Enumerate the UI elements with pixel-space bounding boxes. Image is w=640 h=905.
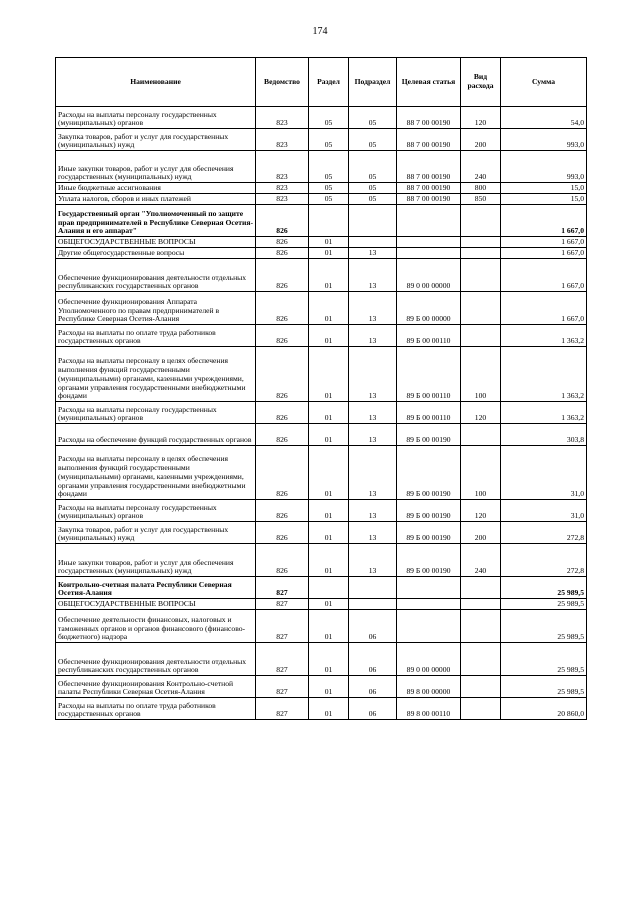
cell-subsection [349, 599, 397, 610]
cell-name: Иные бюджетные ассигнования [56, 183, 256, 194]
cell-name: Расходы на выплаты персоналу в целях обеспечения выполнения функций государственными (муниципальными) органами, казенными учреждениями, органами управления государственными внебюджетными фондами [56, 347, 256, 402]
cell-subsection: 05 [349, 183, 397, 194]
cell-type: 100 [461, 446, 501, 500]
cell-section: 01 [309, 259, 349, 292]
table-row [56, 610, 587, 643]
cell-section: 01 [309, 698, 349, 720]
cell-sum: 1 667,0 [501, 205, 587, 237]
table-row [56, 248, 587, 259]
page-number: 174 [312, 26, 328, 37]
cell-type [461, 577, 501, 599]
cell-section: 01 [309, 676, 349, 698]
cell-subsection: 13 [349, 248, 397, 259]
cell-type [461, 205, 501, 237]
table-row [56, 107, 587, 129]
cell-section: 01 [309, 347, 349, 402]
cell-dept: 823 [256, 183, 309, 194]
cell-dept: 827 [256, 698, 309, 720]
cell-type [461, 698, 501, 720]
table-row [56, 151, 587, 183]
table-row [56, 446, 587, 500]
table-row [56, 259, 587, 292]
cell-type [461, 643, 501, 676]
cell-section: 01 [309, 610, 349, 643]
cell-sum: 15,0 [501, 194, 587, 205]
cell-dept: 823 [256, 151, 309, 183]
cell-type [461, 325, 501, 347]
cell-sum: 1 363,2 [501, 347, 587, 402]
cell-section [309, 577, 349, 599]
cell-name: Уплата налогов, сборов и иных платежей [56, 194, 256, 205]
cell-target: 89 0 00 00000 [397, 643, 461, 676]
cell-name: Закупка товаров, работ и услуг для государственных (муниципальных) нужд [56, 129, 256, 151]
cell-target: 89 Б 00 00110 [397, 325, 461, 347]
cell-name: Обеспечение функционирования деятельности отдельных республиканских государственных органов [56, 259, 256, 292]
table-row [56, 194, 587, 205]
table-row [56, 292, 587, 325]
cell-dept: 826 [256, 402, 309, 424]
cell-sum: 15,0 [501, 183, 587, 194]
cell-sum: 1 363,2 [501, 402, 587, 424]
cell-sum: 272,8 [501, 544, 587, 577]
cell-type [461, 424, 501, 446]
table-body [56, 107, 587, 720]
cell-target [397, 599, 461, 610]
cell-target: 89 Б 00 00110 [397, 347, 461, 402]
cell-subsection: 13 [349, 424, 397, 446]
table-row [56, 424, 587, 446]
cell-sum: 993,0 [501, 151, 587, 183]
cell-target [397, 248, 461, 259]
cell-target [397, 205, 461, 237]
cell-type [461, 259, 501, 292]
cell-type: 100 [461, 347, 501, 402]
table-row [56, 544, 587, 577]
cell-section: 01 [309, 643, 349, 676]
cell-sum: 31,0 [501, 500, 587, 522]
cell-type: 240 [461, 151, 501, 183]
cell-name: ОБЩЕГОСУДАРСТВЕННЫЕ ВОПРОСЫ [56, 237, 256, 248]
cell-dept: 826 [256, 347, 309, 402]
cell-type [461, 237, 501, 248]
table-row [56, 577, 587, 599]
table-row [56, 402, 587, 424]
table-row [56, 325, 587, 347]
cell-name: Иные закупки товаров, работ и услуг для обеспечения государственных (муниципальных) нужд [56, 544, 256, 577]
cell-sum: 31,0 [501, 446, 587, 500]
cell-subsection: 05 [349, 151, 397, 183]
cell-dept: 826 [256, 259, 309, 292]
cell-dept: 826 [256, 446, 309, 500]
cell-section: 01 [309, 599, 349, 610]
cell-target: 88 7 00 00190 [397, 194, 461, 205]
table-row [56, 129, 587, 151]
header-type: Вид расхода [461, 58, 501, 107]
cell-name: Обеспечение функционирования Аппарата Уполномоченного по правам предпринимателей в Республике Северная Осетия-Алания [56, 292, 256, 325]
cell-sum: 1 667,0 [501, 292, 587, 325]
table-row [56, 522, 587, 544]
cell-sum: 25 989,5 [501, 643, 587, 676]
header-subsection: Подраздел [349, 58, 397, 107]
cell-subsection: 13 [349, 522, 397, 544]
cell-name: Расходы на выплаты по оплате труда работников государственных органов [56, 325, 256, 347]
cell-name: Обеспечение функционирования деятельности отдельных республиканских государственных органов [56, 643, 256, 676]
cell-sum: 25 989,5 [501, 577, 587, 599]
cell-name: Расходы на выплаты персоналу государственных (муниципальных) органов [56, 500, 256, 522]
cell-target: 89 8 00 00000 [397, 676, 461, 698]
table-row [56, 205, 587, 237]
cell-target: 89 Б 00 00190 [397, 522, 461, 544]
cell-section: 01 [309, 237, 349, 248]
cell-name: Закупка товаров, работ и услуг для государственных (муниципальных) нужд [56, 522, 256, 544]
cell-sum: 25 989,5 [501, 676, 587, 698]
cell-name: Расходы на выплаты по оплате труда работников государственных органов [56, 698, 256, 720]
cell-sum: 25 989,5 [501, 599, 587, 610]
cell-sum: 54,0 [501, 107, 587, 129]
cell-target: 89 Б 00 00190 [397, 500, 461, 522]
cell-dept: 826 [256, 325, 309, 347]
cell-subsection: 13 [349, 292, 397, 325]
cell-subsection: 13 [349, 500, 397, 522]
cell-subsection: 06 [349, 610, 397, 643]
cell-sum: 25 989,5 [501, 610, 587, 643]
cell-dept: 826 [256, 544, 309, 577]
cell-sum: 272,8 [501, 522, 587, 544]
cell-dept: 827 [256, 676, 309, 698]
cell-type [461, 599, 501, 610]
cell-name: Расходы на выплаты персоналу государственных (муниципальных) органов [56, 107, 256, 129]
cell-target [397, 610, 461, 643]
cell-target: 88 7 00 00190 [397, 151, 461, 183]
cell-section: 01 [309, 446, 349, 500]
cell-section: 05 [309, 129, 349, 151]
cell-subsection [349, 237, 397, 248]
cell-dept: 826 [256, 292, 309, 325]
header-target: Целевая статья [397, 58, 461, 107]
cell-type [461, 610, 501, 643]
cell-name: Расходы на выплаты персоналу в целях обеспечения выполнения функций государственными (муниципальными) органами, казенными учреждениями, органами управления государственными внебюджетными фондами [56, 446, 256, 500]
cell-dept: 827 [256, 610, 309, 643]
cell-dept: 826 [256, 205, 309, 237]
table-row [56, 599, 587, 610]
cell-subsection: 13 [349, 402, 397, 424]
cell-dept: 826 [256, 248, 309, 259]
cell-target: 89 0 00 00000 [397, 259, 461, 292]
cell-sum: 1 363,2 [501, 325, 587, 347]
cell-dept: 823 [256, 107, 309, 129]
cell-section: 05 [309, 151, 349, 183]
cell-dept: 826 [256, 424, 309, 446]
cell-dept: 826 [256, 522, 309, 544]
table-row [56, 643, 587, 676]
cell-type [461, 248, 501, 259]
cell-type: 850 [461, 194, 501, 205]
cell-target: 89 Б 00 00190 [397, 446, 461, 500]
cell-target: 89 Б 00 00190 [397, 544, 461, 577]
cell-target: 88 7 00 00190 [397, 129, 461, 151]
table-row [56, 183, 587, 194]
cell-subsection [349, 577, 397, 599]
cell-subsection [349, 205, 397, 237]
cell-dept: 826 [256, 500, 309, 522]
cell-section: 01 [309, 402, 349, 424]
table-row [56, 698, 587, 720]
cell-dept: 827 [256, 643, 309, 676]
cell-sum: 303,8 [501, 424, 587, 446]
cell-section: 01 [309, 522, 349, 544]
cell-subsection: 06 [349, 643, 397, 676]
cell-subsection: 06 [349, 676, 397, 698]
cell-sum: 993,0 [501, 129, 587, 151]
cell-section: 01 [309, 424, 349, 446]
cell-name: Другие общегосударственные вопросы [56, 248, 256, 259]
header-section: Раздел [309, 58, 349, 107]
cell-type: 240 [461, 544, 501, 577]
cell-subsection: 13 [349, 544, 397, 577]
cell-section: 01 [309, 325, 349, 347]
cell-name: Расходы на обеспечение функций государственных органов [56, 424, 256, 446]
cell-subsection: 13 [349, 259, 397, 292]
cell-name: Иные закупки товаров, работ и услуг для обеспечения государственных (муниципальных) нужд [56, 151, 256, 183]
cell-section: 01 [309, 292, 349, 325]
cell-type: 120 [461, 500, 501, 522]
cell-section: 05 [309, 183, 349, 194]
header-dept: Ведомство [256, 58, 309, 107]
cell-target: 89 Б 00 00000 [397, 292, 461, 325]
table-row [56, 500, 587, 522]
cell-section [309, 205, 349, 237]
cell-sum: 1 667,0 [501, 248, 587, 259]
cell-subsection: 13 [349, 347, 397, 402]
table-row [56, 676, 587, 698]
cell-subsection: 05 [349, 129, 397, 151]
cell-type: 200 [461, 129, 501, 151]
cell-dept: 823 [256, 129, 309, 151]
cell-type [461, 292, 501, 325]
header-sum: Сумма [501, 58, 587, 107]
cell-name: Обеспечение функционирования Контрольно-счетной палаты Республики Северная Осетия-Алания [56, 676, 256, 698]
cell-dept: 823 [256, 194, 309, 205]
cell-type [461, 676, 501, 698]
cell-name: Расходы на выплаты персоналу государственных (муниципальных) органов [56, 402, 256, 424]
cell-name: Государственный орган "Уполномоченный по защите прав предпринимателей в Республике Северная Осетия-Алания и его аппарат" [56, 205, 256, 237]
cell-subsection: 06 [349, 698, 397, 720]
cell-name: Контрольно-счетная палата Республики Северная Осетия-Алания [56, 577, 256, 599]
cell-target: 89 8 00 00110 [397, 698, 461, 720]
cell-dept: 827 [256, 599, 309, 610]
cell-target: 88 7 00 00190 [397, 183, 461, 194]
cell-target [397, 577, 461, 599]
budget-table [55, 57, 587, 720]
table-row [56, 347, 587, 402]
cell-section: 01 [309, 544, 349, 577]
cell-section: 05 [309, 107, 349, 129]
cell-sum: 1 667,0 [501, 259, 587, 292]
cell-subsection: 13 [349, 446, 397, 500]
table-header-row [56, 58, 587, 107]
cell-sum: 20 860,0 [501, 698, 587, 720]
cell-name: ОБЩЕГОСУДАРСТВЕННЫЕ ВОПРОСЫ [56, 599, 256, 610]
cell-dept: 826 [256, 237, 309, 248]
cell-type: 200 [461, 522, 501, 544]
table-row [56, 237, 587, 248]
cell-subsection: 13 [349, 325, 397, 347]
cell-dept: 827 [256, 577, 309, 599]
cell-section: 05 [309, 194, 349, 205]
cell-target: 88 7 00 00190 [397, 107, 461, 129]
cell-target: 89 Б 00 00190 [397, 424, 461, 446]
header-name: Наименование [56, 58, 256, 107]
cell-target: 89 Б 00 00110 [397, 402, 461, 424]
cell-subsection: 05 [349, 107, 397, 129]
cell-sum: 1 667,0 [501, 237, 587, 248]
cell-subsection: 05 [349, 194, 397, 205]
cell-type: 120 [461, 107, 501, 129]
cell-type: 120 [461, 402, 501, 424]
cell-type: 800 [461, 183, 501, 194]
cell-section: 01 [309, 500, 349, 522]
cell-target [397, 237, 461, 248]
cell-name: Обеспечение деятельности финансовых, налоговых и таможенных органов и органов финансового (финансово-бюджетного) надзора [56, 610, 256, 643]
cell-section: 01 [309, 248, 349, 259]
